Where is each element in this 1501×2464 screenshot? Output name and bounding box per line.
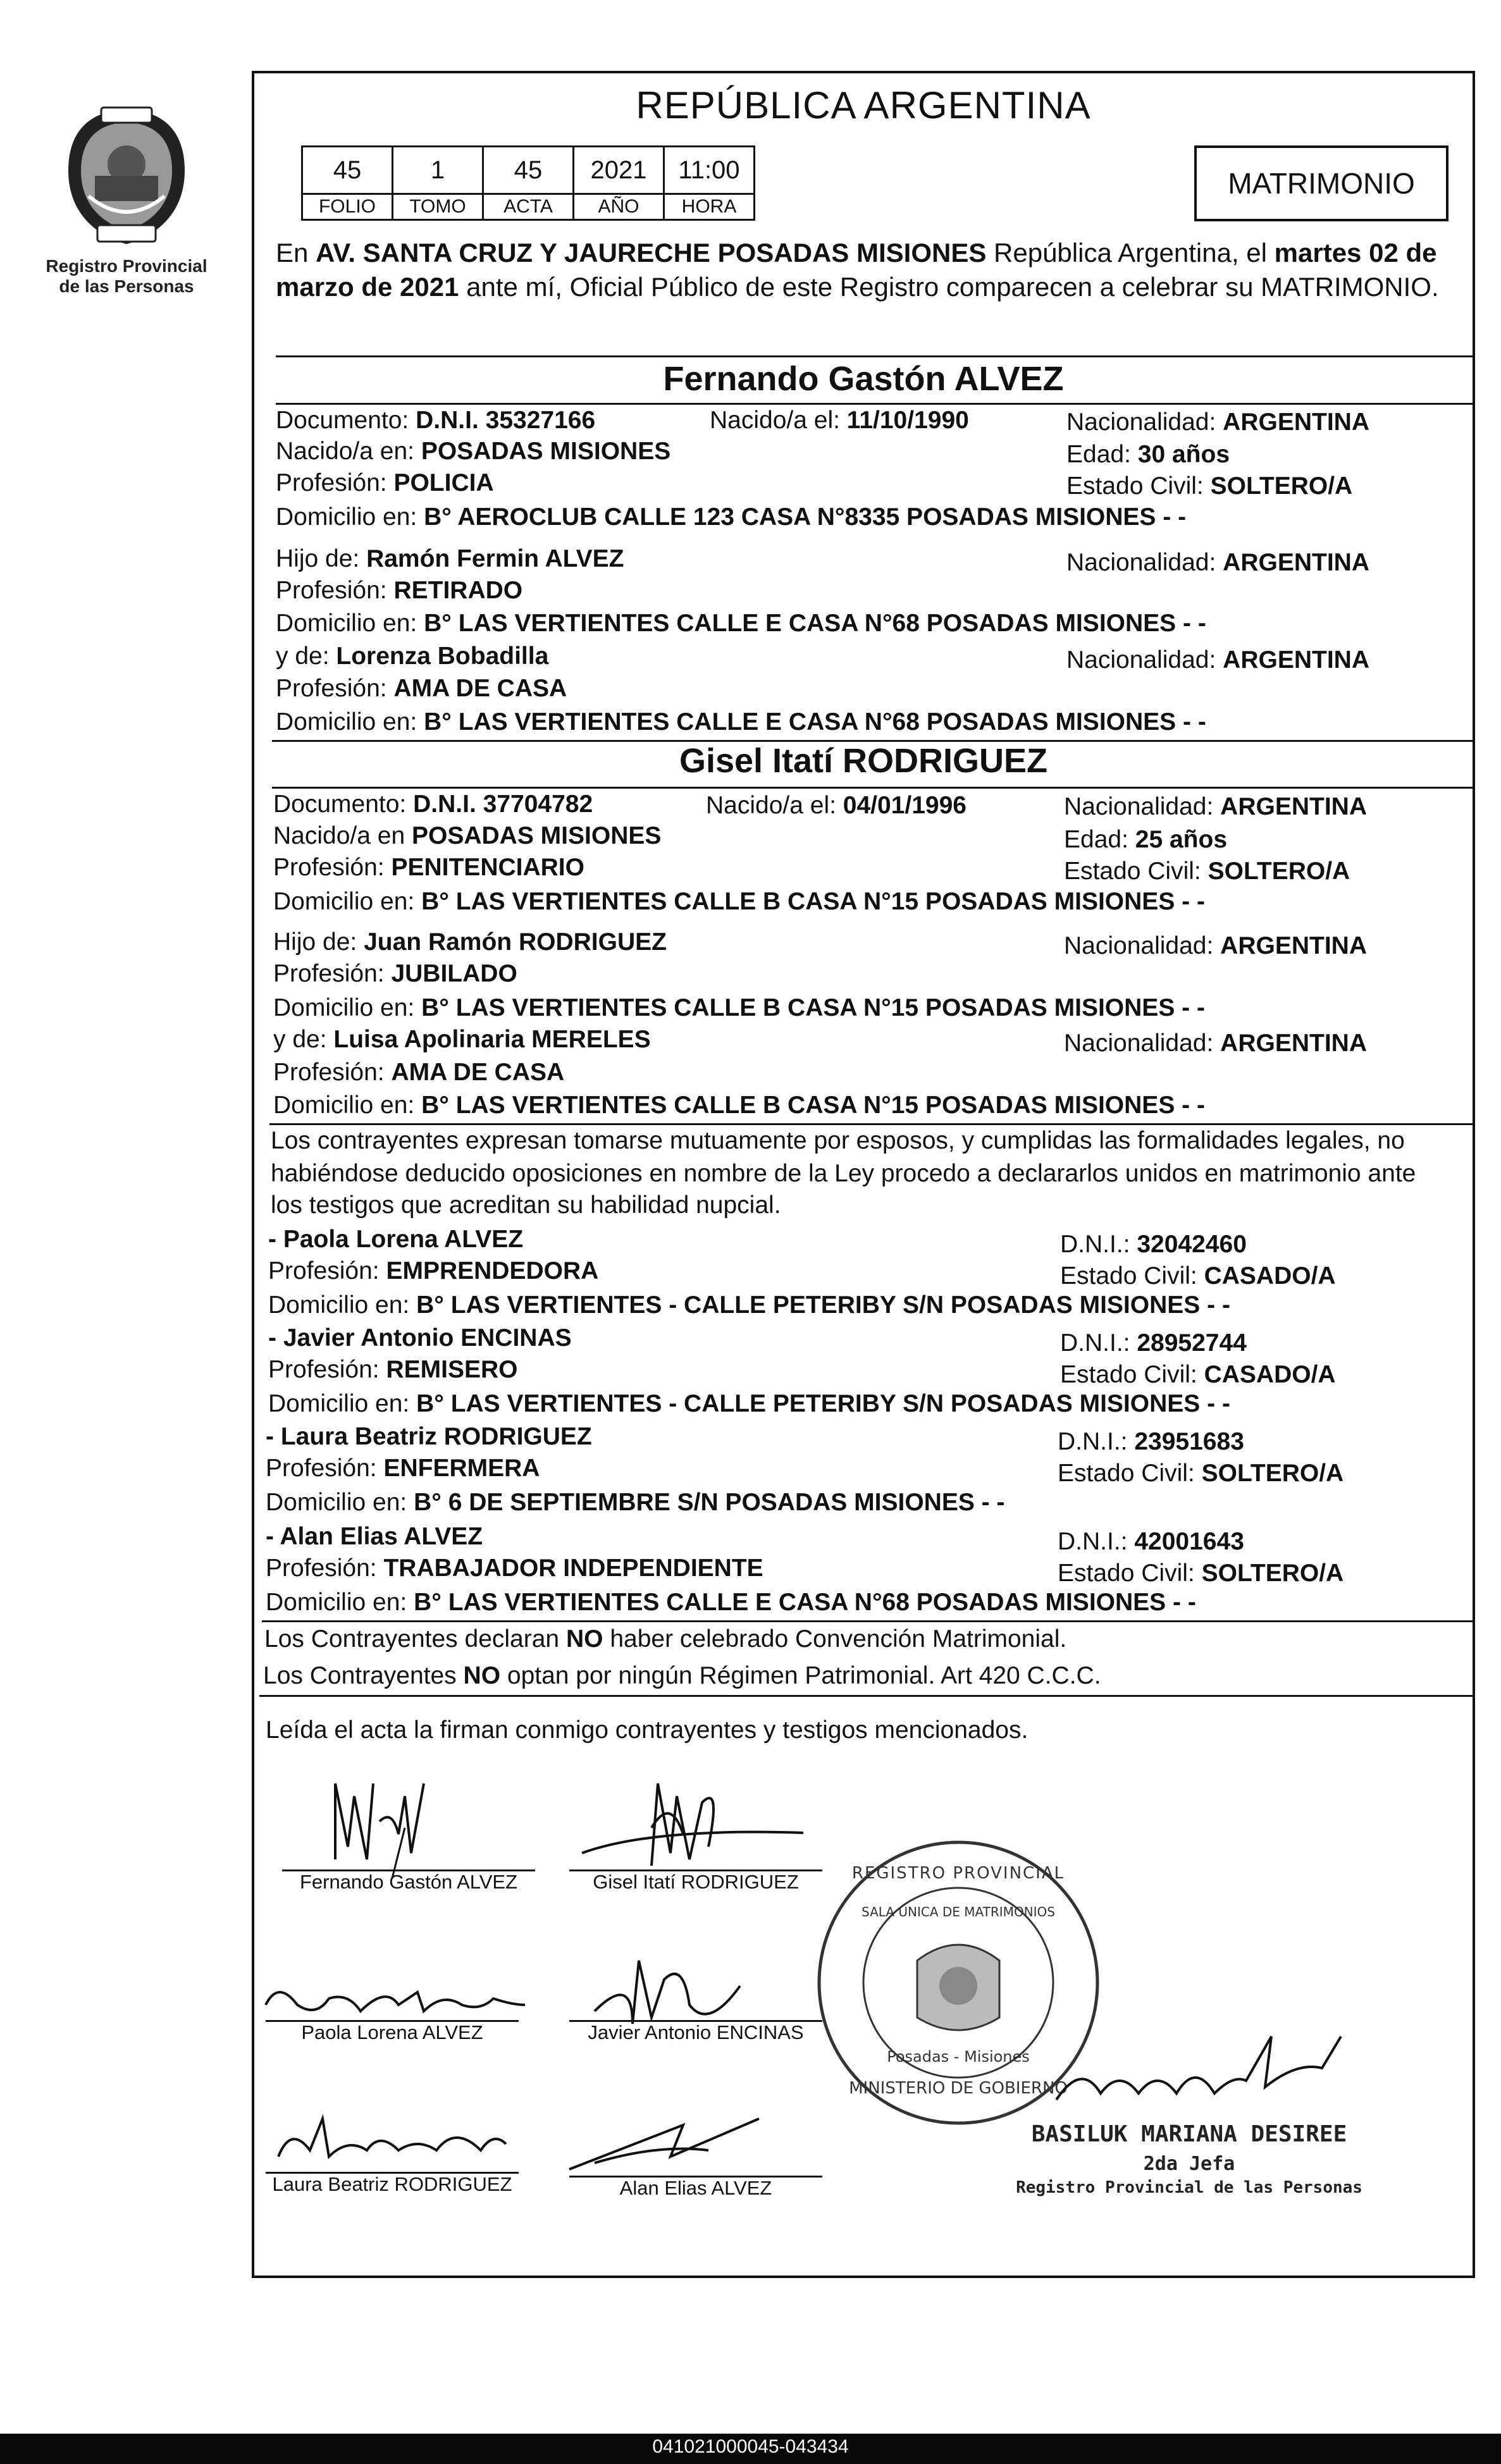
- svg-text:MINISTERIO DE GOBIERNO: MINISTERIO DE GOBIERNO: [849, 2079, 1068, 2098]
- divider: [276, 355, 1473, 357]
- svg-text:Posadas - Misiones: Posadas - Misiones: [887, 2048, 1030, 2066]
- divider: [259, 1695, 1473, 1697]
- witness-4-name: - Alan Elias ALVEZ: [266, 1523, 483, 1550]
- divider: [262, 1620, 1473, 1622]
- bride-mother: Luisa Apolinaria MERELES: [333, 1026, 651, 1053]
- country-title: REPÚBLICA ARGENTINA: [636, 84, 1091, 126]
- province-seal-icon: [51, 101, 202, 253]
- divider: [276, 403, 1473, 405]
- ano-value: 2021: [574, 147, 664, 194]
- divider: [272, 787, 1473, 789]
- declaration-line-3: los testigos que acreditan su habilidad nupcial.: [271, 1192, 781, 1219]
- signature-name-groom: Fernando Gastón ALVEZ: [299, 1871, 518, 1893]
- bride-addr: B° LAS VERTIENTES CALLE B CASA N°15 POSADAS MISIONES - -: [421, 888, 1205, 915]
- tomo-label: TOMO: [393, 194, 483, 220]
- groom-addr: B° AEROCLUB CALLE 123 CASA N°8335 POSADAS MISIONES - -: [424, 503, 1187, 531]
- groom-born: 11/10/1990: [846, 407, 969, 434]
- clause-regime: Los Contrayentes NO optan por ningún Régimen Patrimonial. Art 420 C.C.C.: [263, 1662, 1101, 1689]
- groom-name: Fernando Gastón ALVEZ: [663, 360, 1064, 398]
- signature-name-witness-4: Alan Elias ALVEZ: [619, 2177, 772, 2199]
- acta-label: ACTA: [483, 194, 574, 220]
- bride-nat: ARGENTINA: [1220, 793, 1368, 820]
- barcode-number: 041021000045-043434: [652, 2436, 849, 2457]
- act-type-box: MATRIMONIO: [1194, 145, 1448, 221]
- bride-age: 25 años: [1135, 826, 1228, 853]
- svg-text:REGISTRO PROVINCIAL: REGISTRO PROVINCIAL: [851, 1864, 1065, 1883]
- registry-table: [301, 145, 755, 221]
- official-role: 2da Jefa: [1143, 2153, 1235, 2175]
- signature-groom-icon: [297, 1758, 563, 1885]
- acta-value: 45: [483, 147, 574, 194]
- intro-paragraph: En AV. SANTA CRUZ Y JAURECHE POSADAS MISIONES República Argentina, el martes 02 de marzo de 2021 ante mí, Oficial Público de este Registro comparecen a celebrar su MATRIMONIO.: [276, 238, 1439, 302]
- bride-name: Gisel Itatí RODRIGUEZ: [679, 742, 1048, 780]
- ano-label: AÑO: [574, 194, 664, 220]
- tomo-value: 1: [393, 147, 483, 194]
- signature-bride-icon: [557, 1758, 822, 1885]
- bride-birthplace: POSADAS MISIONES: [411, 822, 662, 849]
- signature-witness-4-icon: [557, 2106, 810, 2176]
- bride-civil: SOLTERO/A: [1208, 858, 1350, 885]
- folio-value: 45: [302, 147, 393, 194]
- groom-prof: POLICIA: [393, 469, 494, 496]
- hora-label: HORA: [664, 194, 755, 220]
- signature-name-witness-1: Paola Lorena ALVEZ: [301, 2021, 483, 2043]
- witness-1-name: - Paola Lorena ALVEZ: [268, 1226, 524, 1253]
- signature-name-bride: Gisel Itatí RODRIGUEZ: [593, 1871, 799, 1893]
- folio-label: FOLIO: [302, 194, 393, 220]
- official-office: Registro Provincial de las Personas: [1016, 2178, 1362, 2197]
- bride-born: 04/01/1996: [843, 792, 967, 819]
- logo-caption-2: de las Personas: [59, 276, 194, 296]
- logo-caption-1: Registro Provincial: [46, 256, 207, 276]
- groom-birthplace: POSADAS MISIONES: [421, 438, 671, 465]
- declaration-line-2: habiéndose deducido oposiciones en nombre de la Ley procedo a declararlos unidos en matrimonio ante: [271, 1160, 1416, 1187]
- signature-official-icon: [1044, 2024, 1360, 2119]
- groom-age: 30 años: [1137, 441, 1230, 468]
- signature-witness-3-icon: [266, 2106, 519, 2176]
- bride-prof: PENITENCIARIO: [391, 854, 584, 881]
- groom-nat: ARGENTINA: [1223, 409, 1370, 436]
- groom-civil: SOLTERO/A: [1210, 472, 1353, 500]
- reading-statement: Leída el acta la firman conmigo contrayentes y testigos mencionados.: [266, 1716, 1028, 1744]
- groom-mother: Lorenza Bobadilla: [336, 643, 549, 670]
- official-name: BASILUK MARIANA DESIREE: [1031, 2121, 1347, 2147]
- bride-doc: D.N.I. 37704782: [413, 791, 593, 818]
- signature-name-witness-2: Javier Antonio ENCINAS: [588, 2021, 804, 2043]
- registry-logo: [44, 101, 209, 297]
- clause-convention: Los Contrayentes declaran NO haber celebrado Convención Matrimonial.: [264, 1625, 1067, 1653]
- witness-2-name: - Javier Antonio ENCINAS: [268, 1324, 572, 1352]
- groom-doc: D.N.I. 35327166: [416, 407, 596, 434]
- divider: [269, 1123, 1473, 1125]
- svg-text:SALA UNICA DE MATRIMONIOS: SALA UNICA DE MATRIMONIOS: [862, 1904, 1055, 1919]
- witness-3-name: - Laura Beatriz RODRIGUEZ: [266, 1423, 592, 1450]
- groom-father: Ramón Fermin ALVEZ: [366, 545, 624, 572]
- declaration-line-1: Los contrayentes expresan tomarse mutuamente por esposos, y cumplidas las formalidades legales, no: [271, 1127, 1405, 1154]
- bride-father: Juan Ramón RODRIGUEZ: [364, 928, 667, 956]
- signature-name-witness-3: Laura Beatriz RODRIGUEZ: [272, 2173, 512, 2195]
- hora-value: 11:00: [664, 147, 755, 194]
